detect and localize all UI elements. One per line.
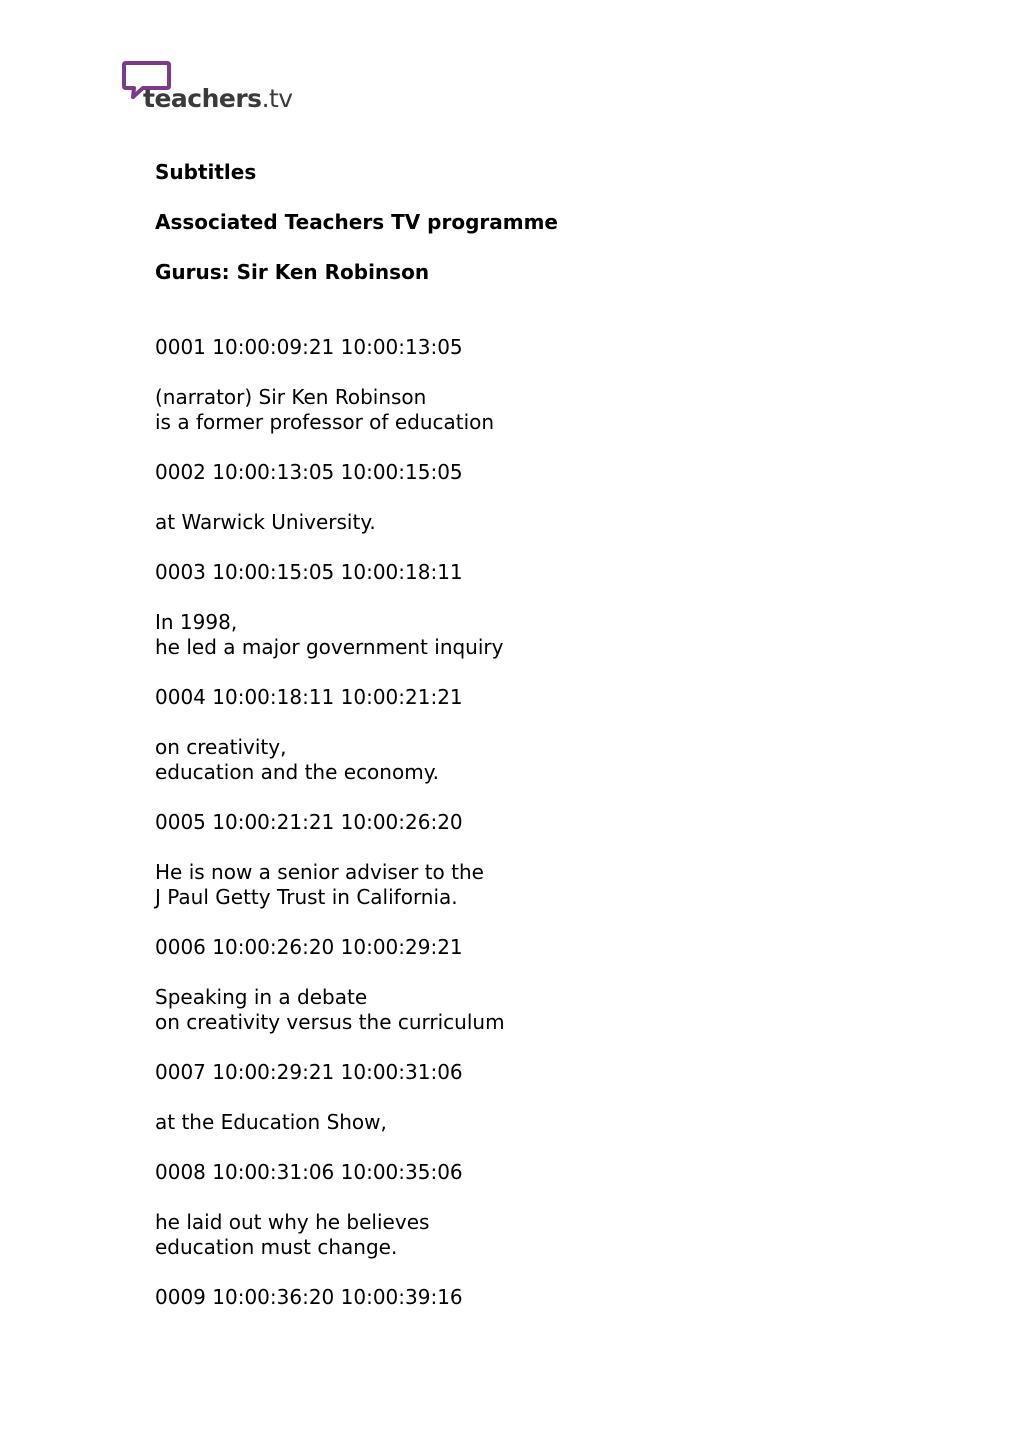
subtitle-text xyxy=(155,510,955,535)
subtitle-timecode: 0009 10:00:36:20 10:00:39:16 xyxy=(155,1285,463,1309)
subtitle-line: He is now a senior adviser to the xyxy=(155,860,484,884)
heading-programme-title: Gurus: Sir Ken Robinson xyxy=(155,260,430,284)
heading-subtitles: Subtitles xyxy=(155,160,257,184)
subtitle-timecode: 0004 10:00:18:11 10:00:21:21 xyxy=(155,685,463,709)
subtitle-text xyxy=(155,610,955,660)
subtitle-entry xyxy=(155,935,955,1035)
subtitle-entries xyxy=(155,335,955,1310)
subtitle-entry xyxy=(155,1160,955,1260)
subtitle-timecode: 0008 10:00:31:06 10:00:35:06 xyxy=(155,1160,463,1184)
subtitle-entry xyxy=(155,1060,955,1135)
subtitle-text xyxy=(155,735,955,785)
subtitle-timecode: 0007 10:00:29:21 10:00:31:06 xyxy=(155,1060,463,1084)
subtitle-entry xyxy=(155,1285,955,1310)
subtitle-text xyxy=(155,385,955,435)
document-body xyxy=(155,160,955,1335)
subtitle-text xyxy=(155,985,955,1035)
subtitle-line: he laid out why he believes xyxy=(155,1210,430,1234)
subtitle-line: is a former professor of education xyxy=(155,410,495,434)
subtitle-line: education must change. xyxy=(155,1235,398,1259)
subtitle-timecode: 0005 10:00:21:21 10:00:26:20 xyxy=(155,810,463,834)
subtitle-timecode: 0003 10:00:15:05 10:00:18:11 xyxy=(155,560,463,584)
subtitle-entry xyxy=(155,335,955,435)
subtitle-line: at the Education Show, xyxy=(155,1110,387,1134)
subtitle-line: (narrator) Sir Ken Robinson xyxy=(155,385,427,409)
subtitle-line: J Paul Getty Trust in California. xyxy=(155,885,458,909)
subtitle-line: on creativity, xyxy=(155,735,287,759)
subtitle-line: at Warwick University. xyxy=(155,510,376,534)
subtitle-line: he led a major government inquiry xyxy=(155,635,504,659)
subtitle-text xyxy=(155,860,955,910)
subtitle-line: Speaking in a debate xyxy=(155,985,368,1009)
heading-associated-programme: Associated Teachers TV programme xyxy=(155,210,558,234)
subtitle-text xyxy=(155,1110,955,1135)
subtitle-text xyxy=(155,1210,955,1260)
subtitle-timecode: 0006 10:00:26:20 10:00:29:21 xyxy=(155,935,463,959)
logo-tld: .tv xyxy=(261,84,293,113)
subtitle-line: on creativity versus the curriculum xyxy=(155,1010,505,1034)
subtitle-entry xyxy=(155,560,955,660)
subtitle-timecode: 0001 10:00:09:21 10:00:13:05 xyxy=(155,335,463,359)
subtitle-timecode: 0002 10:00:13:05 10:00:15:05 xyxy=(155,460,463,484)
teachers-tv-logo xyxy=(121,60,301,120)
logo-brand: teachers xyxy=(143,84,262,113)
subtitle-entry xyxy=(155,685,955,785)
subtitle-entry xyxy=(155,460,955,535)
subtitle-line: education and the economy. xyxy=(155,760,440,784)
subtitle-entry xyxy=(155,810,955,910)
subtitle-line: In 1998, xyxy=(155,610,238,634)
logo-wordmark xyxy=(143,84,293,114)
